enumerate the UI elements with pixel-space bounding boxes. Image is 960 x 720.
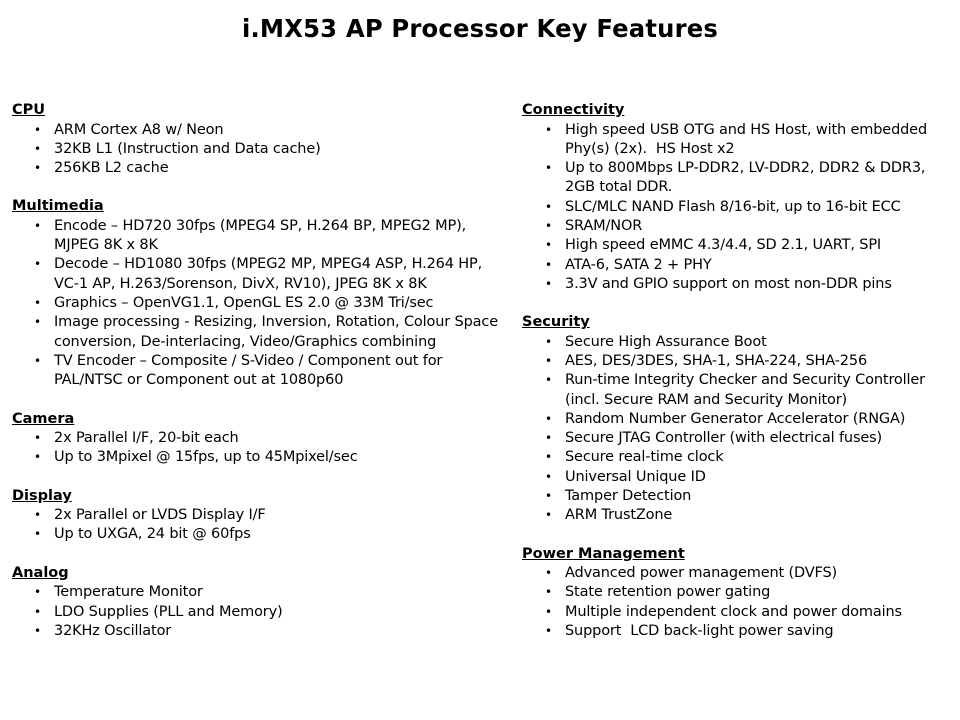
section-power-management bbox=[522, 545, 958, 642]
list-item-text: Encode – HD720 30fps (MPEG4 SP, H.264 BP, MPEG2 MP), MJPEG 8K x 8K bbox=[54, 217, 471, 254]
section-heading: Analog bbox=[12, 564, 69, 581]
section-heading: Multimedia bbox=[12, 198, 104, 215]
list-item bbox=[522, 236, 958, 255]
list-item bbox=[522, 468, 958, 487]
bullet-icon: • bbox=[545, 411, 552, 426]
list-item-text: 256KB L2 cache bbox=[54, 160, 169, 177]
section-heading: Connectivity bbox=[522, 102, 625, 118]
bullet-icon: • bbox=[34, 508, 41, 523]
list-item bbox=[12, 140, 502, 159]
list-item bbox=[12, 583, 502, 602]
bullet-list bbox=[12, 429, 502, 468]
bullet-icon: • bbox=[545, 566, 552, 581]
bullet-list bbox=[12, 583, 502, 641]
bullet-icon: • bbox=[34, 296, 41, 311]
bullet-list bbox=[12, 121, 502, 179]
list-item bbox=[522, 410, 958, 429]
list-item-text: Universal Unique ID bbox=[565, 468, 706, 485]
list-item-text: High speed USB OTG and HS Host, with embedded Phy(s) (2x). HS Host x2 bbox=[565, 121, 932, 157]
list-item-text: Secure High Assurance Boot bbox=[565, 333, 767, 350]
list-item bbox=[522, 622, 958, 641]
list-item bbox=[522, 506, 958, 525]
bullet-icon: • bbox=[34, 257, 41, 272]
bullet-icon: • bbox=[545, 122, 552, 137]
left-column bbox=[12, 101, 502, 660]
list-item-text: LDO Supplies (PLL and Memory) bbox=[54, 603, 283, 620]
list-item bbox=[522, 217, 958, 236]
section-heading: Security bbox=[522, 314, 590, 331]
list-item bbox=[522, 603, 958, 622]
list-item-text: TV Encoder – Composite / S-Video / Component out for PAL/NTSC or Component out at 1080p60 bbox=[54, 352, 447, 389]
section-heading: Power Management bbox=[522, 545, 685, 562]
section-multimedia bbox=[12, 197, 502, 390]
list-item-text: 2x Parallel or LVDS Display I/F bbox=[54, 507, 266, 524]
section-heading: CPU bbox=[12, 102, 46, 118]
list-item bbox=[522, 429, 958, 448]
list-item-text: 32KB L1 (Instruction and Data cache) bbox=[54, 140, 321, 157]
bullet-list bbox=[522, 121, 958, 295]
bullet-list bbox=[12, 506, 502, 545]
bullet-icon: • bbox=[545, 489, 552, 504]
list-item-text: 2x Parallel I/F, 20-bit each bbox=[54, 430, 239, 447]
list-item-text: Advanced power management (DVFS) bbox=[565, 565, 838, 582]
bullet-icon: • bbox=[34, 315, 41, 330]
list-item-text: Up to 3Mpixel @ 15fps, up to 45Mpixel/sec bbox=[54, 449, 358, 466]
list-item bbox=[522, 159, 958, 198]
bullet-icon: • bbox=[34, 431, 41, 446]
bullet-icon: • bbox=[545, 276, 552, 291]
bullet-list bbox=[522, 333, 958, 526]
list-item-text: SRAM/NOR bbox=[565, 217, 643, 234]
list-item bbox=[12, 217, 502, 256]
list-item bbox=[12, 352, 502, 391]
list-item bbox=[12, 622, 502, 641]
list-item-text: Secure JTAG Controller (with electrical fuses) bbox=[565, 430, 883, 447]
bullet-icon: • bbox=[545, 450, 552, 465]
bullet-icon: • bbox=[34, 353, 41, 368]
bullet-icon: • bbox=[545, 334, 552, 349]
list-item bbox=[522, 198, 958, 217]
bullet-icon: • bbox=[545, 238, 552, 253]
list-item bbox=[12, 603, 502, 622]
list-item-text: Secure real-time clock bbox=[565, 449, 724, 466]
list-item-text: High speed eMMC 4.3/4.4, SD 2.1, UART, SPI bbox=[565, 237, 882, 254]
bullet-icon: • bbox=[34, 623, 41, 638]
right-column bbox=[522, 101, 958, 660]
list-item bbox=[12, 448, 502, 467]
list-item bbox=[522, 275, 958, 294]
list-item-text: AES, DES/3DES, SHA-1, SHA-224, SHA-256 bbox=[565, 352, 868, 369]
bullet-icon: • bbox=[545, 373, 552, 388]
bullet-icon: • bbox=[34, 527, 41, 542]
bullet-icon: • bbox=[545, 469, 552, 484]
bullet-icon: • bbox=[34, 218, 41, 233]
bullet-icon: • bbox=[545, 604, 552, 619]
list-item bbox=[522, 371, 958, 410]
list-item-text: ARM Cortex A8 w/ Neon bbox=[54, 121, 224, 138]
bullet-list bbox=[522, 564, 958, 641]
list-item-text: Image processing - Resizing, Inversion, Rotation, Colour Space conversion, De-interlacing, Video/Graphics combining bbox=[54, 314, 503, 350]
list-item-text: Up to UXGA, 24 bit @ 60fps bbox=[54, 526, 251, 543]
list-item-text: Multiple independent clock and power domains bbox=[565, 603, 902, 620]
list-item bbox=[12, 294, 502, 313]
bullet-icon: • bbox=[545, 161, 552, 176]
list-item-text: ATA-6, SATA 2 + PHY bbox=[565, 256, 712, 273]
list-item-text: 3.3V and GPIO support on most non-DDR pins bbox=[565, 275, 892, 292]
list-item-text: ARM TrustZone bbox=[565, 507, 673, 524]
list-item bbox=[522, 564, 958, 583]
list-item bbox=[12, 121, 502, 140]
list-item bbox=[522, 583, 958, 602]
bullet-icon: • bbox=[34, 450, 41, 465]
bullet-icon: • bbox=[545, 431, 552, 446]
bullet-icon: • bbox=[545, 218, 552, 233]
list-item-text: Graphics – OpenVG1.1, OpenGL ES 2.0 @ 33M Tri/sec bbox=[54, 295, 434, 312]
list-item bbox=[522, 121, 958, 160]
section-security bbox=[522, 313, 958, 525]
section-cpu bbox=[12, 101, 502, 178]
list-item bbox=[12, 429, 502, 448]
section-camera bbox=[12, 410, 502, 468]
bullet-icon: • bbox=[34, 122, 41, 137]
bullet-icon: • bbox=[34, 161, 41, 176]
bullet-icon: • bbox=[34, 604, 41, 619]
list-item bbox=[522, 333, 958, 352]
bullet-icon: • bbox=[34, 585, 41, 600]
list-item bbox=[522, 256, 958, 275]
section-display bbox=[12, 487, 502, 545]
list-item bbox=[522, 448, 958, 467]
bullet-list bbox=[12, 217, 502, 391]
bullet-icon: • bbox=[34, 141, 41, 156]
bullet-icon: • bbox=[545, 257, 552, 272]
list-item bbox=[522, 352, 958, 371]
list-item-text: Support LCD back-light power saving bbox=[565, 623, 834, 640]
section-heading: Camera bbox=[12, 410, 75, 427]
list-item bbox=[522, 487, 958, 506]
list-item bbox=[12, 313, 502, 352]
section-connectivity bbox=[522, 101, 958, 294]
list-item-text: Random Number Generator Accelerator (RNGA) bbox=[565, 410, 906, 427]
section-analog bbox=[12, 564, 502, 641]
slide-title: i.MX53 AP Processor Key Features bbox=[241, 14, 719, 43]
list-item-text: Up to 800Mbps LP-DDR2, LV-DDR2, DDR2 & DDR3, 2GB total DDR. bbox=[565, 160, 930, 196]
list-item-text: Temperature Monitor bbox=[54, 584, 203, 601]
list-item-text: Decode – HD1080 30fps (MPEG2 MP, MPEG4 ASP, H.264 HP, VC-1 AP, H.263/Sorenson, DivX, RV10), JPEG 8K x 8K bbox=[54, 256, 487, 292]
list-item bbox=[12, 159, 502, 178]
section-heading: Display bbox=[12, 487, 72, 504]
list-item-text: State retention power gating bbox=[565, 584, 771, 601]
list-item bbox=[12, 525, 502, 544]
bullet-icon: • bbox=[545, 353, 552, 368]
list-item-text: SLC/MLC NAND Flash 8/16-bit, up to 16-bit ECC bbox=[565, 198, 901, 215]
bullet-icon: • bbox=[545, 624, 552, 639]
list-item-text: Run-time Integrity Checker and Security Controller (incl. Secure RAM and Security Monitor) bbox=[565, 372, 930, 408]
bullet-icon: • bbox=[545, 508, 552, 523]
list-item bbox=[12, 506, 502, 525]
list-item-text: 32KHz Oscillator bbox=[54, 622, 172, 639]
bullet-icon: • bbox=[545, 199, 552, 214]
bullet-icon: • bbox=[545, 585, 552, 600]
list-item bbox=[12, 255, 502, 294]
list-item-text: Tamper Detection bbox=[565, 488, 692, 505]
